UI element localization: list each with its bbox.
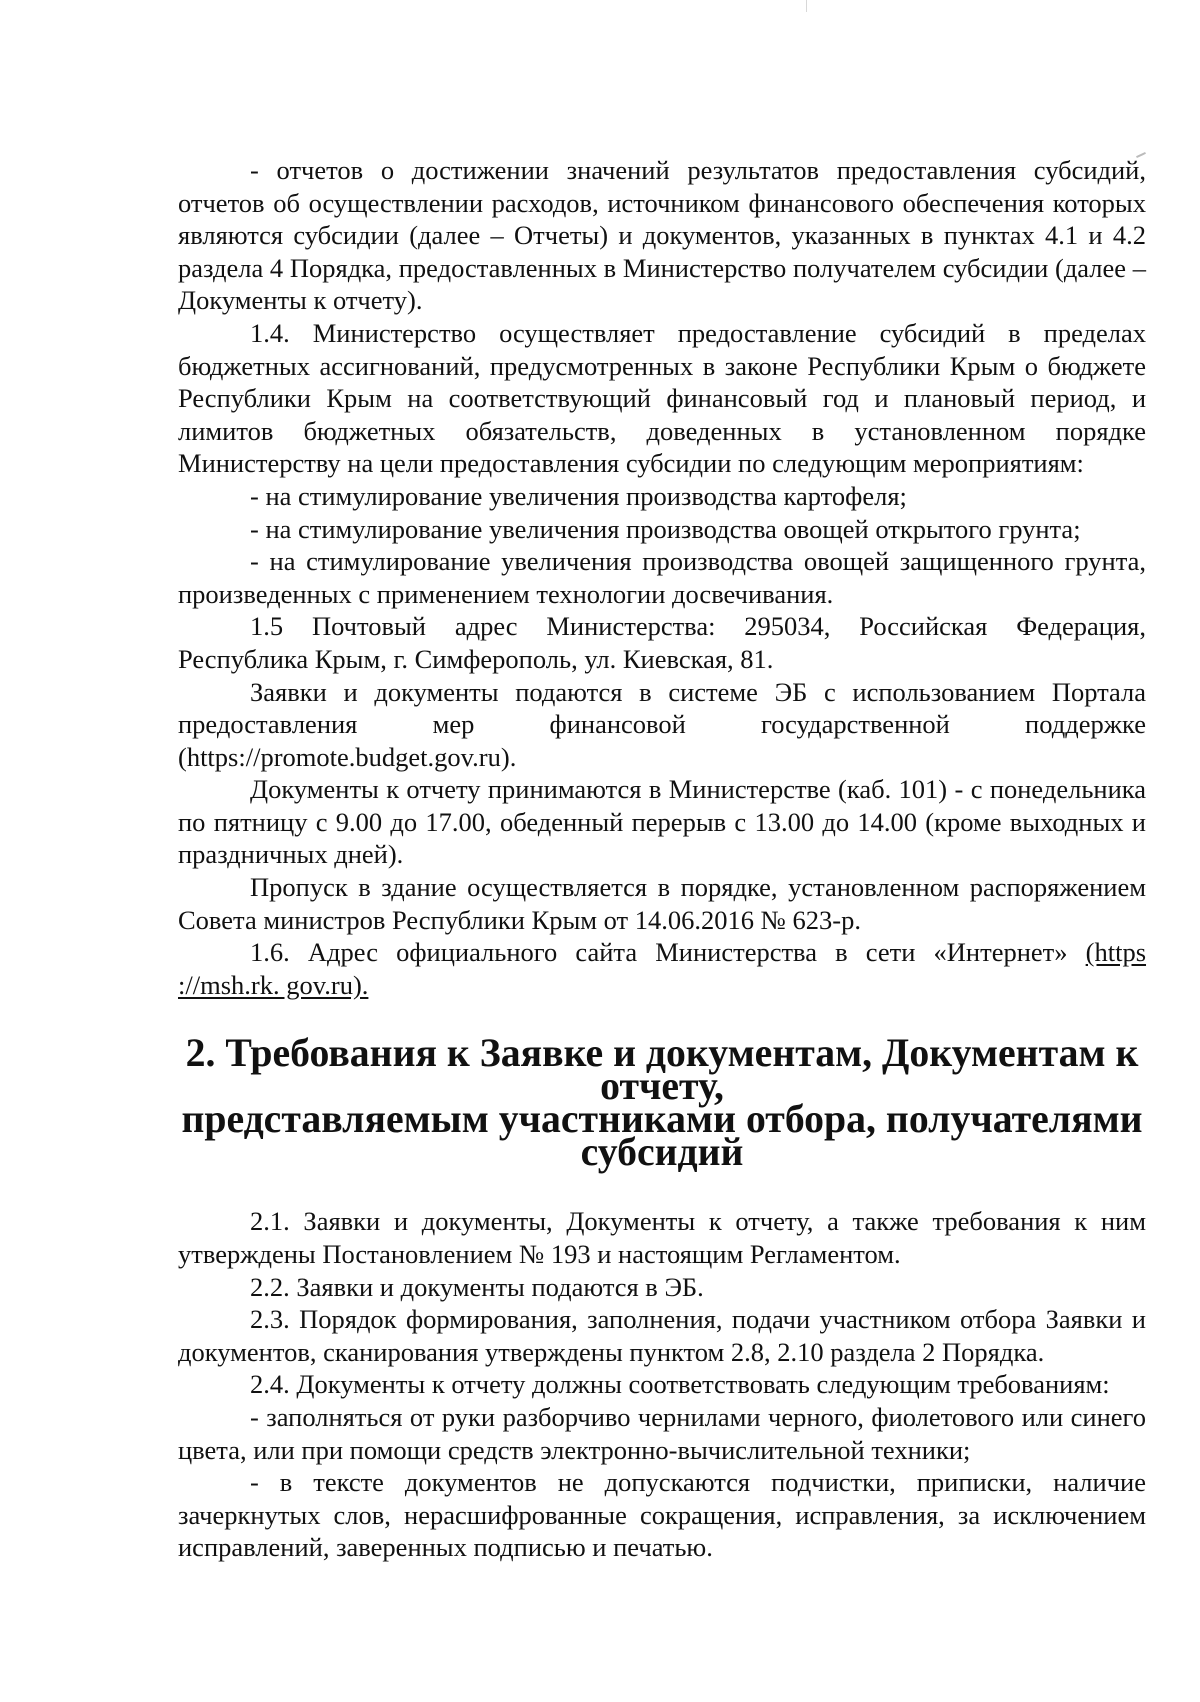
- measure-potato: - на стимулирование увеличения производства картофеля;: [250, 480, 907, 511]
- clause-2-4: 2.4. Документы к отчету должны соответствовать следующим требованиям:: [250, 1369, 1110, 1400]
- clause-1-6-website: [178, 936, 1146, 1001]
- section-2-heading: [178, 1031, 1146, 1175]
- section-2-heading-line-2: представляемым участниками отбора, получателями субсидий: [181, 1097, 1143, 1175]
- clause-1-5-address: 1.5 Почтовый адрес Министерства: 295034, Российская Федерация, Республика Крым, г. Симферополь, ул. Киевская, 81.: [178, 611, 1146, 674]
- clause-2-3: 2.3. Порядок формирования, заполнения, подачи участником отбора Заявки и документов, сканирования утверждены пунктом 2.8, 2.10 раздела 2 Порядка.: [178, 1304, 1146, 1367]
- building-access: Пропуск в здание осуществляется в порядке, установленном распоряжением Совета министров Республики Крым от 14.06.2016 № 623-р.: [178, 872, 1146, 935]
- applications-portal: Заявки и документы подаются в системе ЭБ с использованием Портала предоставления мер финансовой государственной поддержке (https://promote.budget.gov.ru).: [178, 676, 1146, 772]
- requirement-handwriting: - заполняться от руки разборчиво чернилами черного, фиолетового или синего цвета, или при помощи средств электронно-вычислительной техники;: [178, 1402, 1146, 1465]
- clause-1-4: 1.4. Министерство осуществляет предоставление субсидий в пределах бюджетных ассигнований, предусмотренных в законе Республики Крым о бюджете Республики Крым на соответствующий финансовый год и плановый период, и лимитов бюджетных обязательств, доведенных в установленном порядке Министерству на цели предоставления субсидии по следующим мероприятиям:: [178, 317, 1146, 479]
- reception-hours: Документы к отчету принимаются в Министерстве (каб. 101) - с понедельника по пятницу с 9.00 до 17.00, обеденный перерыв с 13.00 до 14.00 (кроме выходных и праздничных дней).: [178, 774, 1146, 870]
- website-link[interactable]: (https ://msh.rk. gov.ru).: [178, 937, 1147, 1000]
- report-documents-item: - отчетов о достижении значений результатов предоставления субсидий, отчетов об осуществлении расходов, источником финансового обеспечения которых являются субсидии (далее – Отчеты) и документов, указанных в пунктах 4.1 и 4.2 раздела 4 Порядка, предоставленных в Министерство получателем субсидии (далее – Документы к отчету).: [178, 155, 1146, 316]
- scan-mark: [806, 0, 807, 12]
- requirement-no-corrections: - в тексте документов не допускаются подчистки, приписки, наличие зачеркнутых слов, нерасшифрованные сокращения, исправления, за исключением исправлений, заверенных подписью и печатью.: [178, 1467, 1146, 1563]
- section-2-heading-line-1: 2. Требования к Заявке и документам, Документам к отчету,: [185, 1031, 1139, 1109]
- website-label: 1.6. Адрес официального сайта Министерства в сети «Интернет»: [250, 937, 1068, 968]
- document-body: [178, 154, 1146, 1564]
- measure-open-ground: - на стимулирование увеличения производства овощей открытого грунта;: [250, 513, 1081, 544]
- clause-2-2: 2.2. Заявки и документы подаются в ЭБ.: [250, 1271, 704, 1302]
- measure-protected-ground: - на стимулирование увеличения производства овощей защищенного грунта, произведенных с применением технологии досвечивания.: [178, 546, 1146, 609]
- clause-2-1: 2.1. Заявки и документы, Документы к отчету, а также требования к ним утверждены Постановлением № 193 и настоящим Регламентом.: [178, 1206, 1146, 1270]
